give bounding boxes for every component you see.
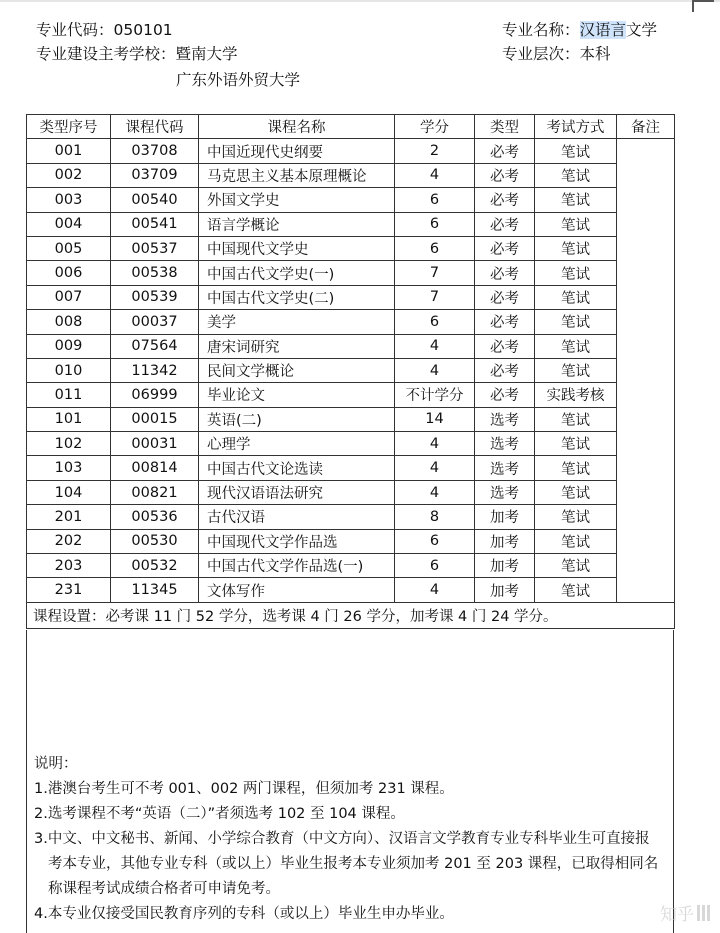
table-cell: 选考 [475, 480, 535, 504]
table-cell: 笔试 [535, 480, 617, 504]
table-cell: 104 [27, 480, 111, 504]
table-cell: 4 [395, 456, 475, 480]
table-cell: 笔试 [535, 163, 617, 187]
table-row [27, 188, 675, 212]
table-cell: 2 [395, 139, 475, 163]
table-cell: 4 [395, 334, 475, 358]
table-cell: 必考 [475, 188, 535, 212]
table-cell: 笔试 [535, 358, 617, 382]
table-cell: 06999 [111, 383, 199, 407]
major-name-prefix: 专业名称： [502, 21, 580, 39]
table-row [27, 310, 675, 334]
table-cell: 001 [27, 139, 111, 163]
watermark-logo-icon [697, 905, 710, 921]
table-cell: 加考 [475, 505, 535, 529]
table-row [27, 383, 675, 407]
table-cell: 中国古代文学史(一) [199, 261, 395, 285]
table-cell: 笔试 [535, 432, 617, 456]
major-name [502, 18, 686, 42]
table-cell: 必考 [475, 236, 535, 260]
page-corner-mark [692, 0, 714, 12]
table-row [27, 212, 675, 236]
table-row [27, 236, 675, 260]
table-cell: 004 [27, 212, 111, 236]
table-cell: 古代汉语 [199, 505, 395, 529]
table-cell: 003 [27, 188, 111, 212]
document-header [36, 18, 686, 92]
table-cell: 必考 [475, 334, 535, 358]
table-cell: 外国文学史 [199, 188, 395, 212]
table-row [27, 163, 675, 187]
column-header: 课程代码 [111, 115, 199, 139]
column-header: 学分 [395, 115, 475, 139]
table-cell: 4 [395, 480, 475, 504]
table-cell: 8 [395, 505, 475, 529]
table-cell: 必考 [475, 163, 535, 187]
table-cell: 马克思主义基本原理概论 [199, 163, 395, 187]
table-cell: 笔试 [535, 456, 617, 480]
table-cell: 6 [395, 188, 475, 212]
table-cell: 03709 [111, 163, 199, 187]
table-row [27, 407, 675, 431]
column-header: 类型序号 [27, 115, 111, 139]
table-cell: 6 [395, 236, 475, 260]
table-cell: 中国古代文学作品选(一) [199, 554, 395, 578]
table-cell: 选考 [475, 456, 535, 480]
course-table [26, 114, 675, 629]
table-cell: 00015 [111, 407, 199, 431]
watermark-text: 知乎 [660, 905, 694, 925]
table-cell: 4 [395, 432, 475, 456]
table-cell: 00541 [111, 212, 199, 236]
table-cell: 00537 [111, 236, 199, 260]
table-row [27, 554, 675, 578]
table-cell: 笔试 [535, 578, 617, 602]
table-cell: 笔试 [535, 310, 617, 334]
table-cell: 002 [27, 163, 111, 187]
table-row [27, 139, 675, 163]
table-cell: 010 [27, 358, 111, 382]
table-cell: 7 [395, 285, 475, 309]
table-cell: 008 [27, 310, 111, 334]
table-cell: 201 [27, 505, 111, 529]
table-row [27, 358, 675, 382]
table-cell: 民间文学概论 [199, 358, 395, 382]
column-header: 备注 [617, 115, 675, 139]
table-cell: 笔试 [535, 212, 617, 236]
table-cell: 笔试 [535, 285, 617, 309]
table-cell: 文体写作 [199, 578, 395, 602]
table-cell: 11345 [111, 578, 199, 602]
table-cell: 中国现代文学作品选 [199, 529, 395, 553]
table-cell: 不计学分 [395, 383, 475, 407]
major-level: 专业层次：本科 [502, 45, 611, 63]
major-code: 专业代码：050101 [36, 21, 173, 39]
table-cell: 实践考核 [535, 383, 617, 407]
table-cell: 03708 [111, 139, 199, 163]
notes-title: 说明： [34, 756, 78, 772]
table-cell: 必考 [475, 139, 535, 163]
table-cell: 11342 [111, 358, 199, 382]
table-cell: 4 [395, 578, 475, 602]
table-cell: 00538 [111, 261, 199, 285]
table-cell: 唐宋词研究 [199, 334, 395, 358]
page-top-border [0, 0, 720, 2]
table-cell: 现代汉语语法研究 [199, 480, 395, 504]
table-cell: 011 [27, 383, 111, 407]
table-cell: 102 [27, 432, 111, 456]
school-second: 广东外语外贸大学 [176, 71, 301, 89]
table-cell: 00037 [111, 310, 199, 334]
table-cell: 笔试 [535, 139, 617, 163]
table-cell: 202 [27, 529, 111, 553]
table-cell: 笔试 [535, 334, 617, 358]
note-2: 2.选考课程不考“英语（二）”者须选考 102 至 104 课程。 [34, 806, 405, 822]
table-cell: 00821 [111, 480, 199, 504]
table-cell: 006 [27, 261, 111, 285]
table-cell: 加考 [475, 529, 535, 553]
table-cell: 必考 [475, 383, 535, 407]
table-cell: 6 [395, 554, 475, 578]
table-cell: 4 [395, 163, 475, 187]
table-cell: 语言学概论 [199, 212, 395, 236]
table-cell: 231 [27, 578, 111, 602]
table-cell: 心理学 [199, 432, 395, 456]
note-4: 4.本专业仅接受国民教育序列的专科（或以上）毕业生申办毕业。 [34, 906, 454, 922]
table-header-row [27, 115, 675, 139]
table-cell: 英语(二) [199, 407, 395, 431]
table-cell: 005 [27, 236, 111, 260]
table-cell: 00540 [111, 188, 199, 212]
major-name-suffix: 文学 [626, 21, 658, 39]
summary-row [27, 602, 675, 628]
course-summary: 课程设置：必考课 11 门 52 学分，选考课 4 门 26 学分，加考课 4 门 24 学分。 [27, 602, 675, 628]
table-cell: 101 [27, 407, 111, 431]
table-cell: 4 [395, 358, 475, 382]
table-row [27, 529, 675, 553]
table-cell: 103 [27, 456, 111, 480]
table-cell: 笔试 [535, 554, 617, 578]
table-row [27, 261, 675, 285]
table-row [27, 505, 675, 529]
table-cell: 必考 [475, 310, 535, 334]
table-cell: 笔试 [535, 407, 617, 431]
column-header: 考试方式 [535, 115, 617, 139]
table-cell: 00539 [111, 285, 199, 309]
table-cell: 中国近现代史纲要 [199, 139, 395, 163]
school-label: 专业建设主考学校：暨南大学 [36, 45, 238, 63]
table-cell: 6 [395, 529, 475, 553]
note-3: 3.中文、中文秘书、新闻、小学综合教育（中文方向）、汉语言文学教育专业专科毕业生可直接报 [34, 831, 650, 847]
table-cell: 毕业论文 [199, 383, 395, 407]
table-cell: 必考 [475, 212, 535, 236]
table-cell: 6 [395, 212, 475, 236]
table-cell: 笔试 [535, 236, 617, 260]
table-cell: 07564 [111, 334, 199, 358]
column-header: 类型 [475, 115, 535, 139]
notes-section [34, 752, 674, 927]
column-header: 课程名称 [199, 115, 395, 139]
table-row [27, 578, 675, 602]
table-cell: 00814 [111, 456, 199, 480]
table-cell: 中国现代文学史 [199, 236, 395, 260]
table-row [27, 334, 675, 358]
note-3-cont: 考本专业，其他专业专科（或以上）毕业生报考本专业须加考 201 至 203 课程，已取得相同名 [48, 856, 659, 872]
table-cell: 选考 [475, 432, 535, 456]
table-cell: 00031 [111, 432, 199, 456]
table-cell: 009 [27, 334, 111, 358]
table-cell: 00530 [111, 529, 199, 553]
table-row [27, 432, 675, 456]
table-row [27, 480, 675, 504]
table-cell: 14 [395, 407, 475, 431]
table-cell: 加考 [475, 554, 535, 578]
table-row [27, 456, 675, 480]
table-cell: 中国古代文论选读 [199, 456, 395, 480]
table-cell: 7 [395, 261, 475, 285]
table-cell: 007 [27, 285, 111, 309]
remark-cell [617, 139, 675, 602]
table-cell: 中国古代文学史(二) [199, 285, 395, 309]
table-cell: 203 [27, 554, 111, 578]
table-row [27, 285, 675, 309]
table-cell: 选考 [475, 407, 535, 431]
note-3-cont2: 称课程考试成绩合格者可申请免考。 [48, 881, 280, 897]
major-name-highlight: 汉语言 [579, 21, 627, 39]
table-cell: 笔试 [535, 261, 617, 285]
table-cell: 6 [395, 310, 475, 334]
table-cell: 加考 [475, 578, 535, 602]
table-cell: 笔试 [535, 188, 617, 212]
table-cell: 美学 [199, 310, 395, 334]
table-cell: 必考 [475, 358, 535, 382]
table-cell: 00536 [111, 505, 199, 529]
table-cell: 笔试 [535, 505, 617, 529]
zhihu-watermark [660, 900, 710, 925]
note-1: 1.港澳台考生可不考 001、002 两门课程，但须加考 231 课程。 [34, 781, 454, 797]
table-cell: 必考 [475, 285, 535, 309]
table-cell: 笔试 [535, 529, 617, 553]
table-cell: 00532 [111, 554, 199, 578]
table-cell: 必考 [475, 261, 535, 285]
